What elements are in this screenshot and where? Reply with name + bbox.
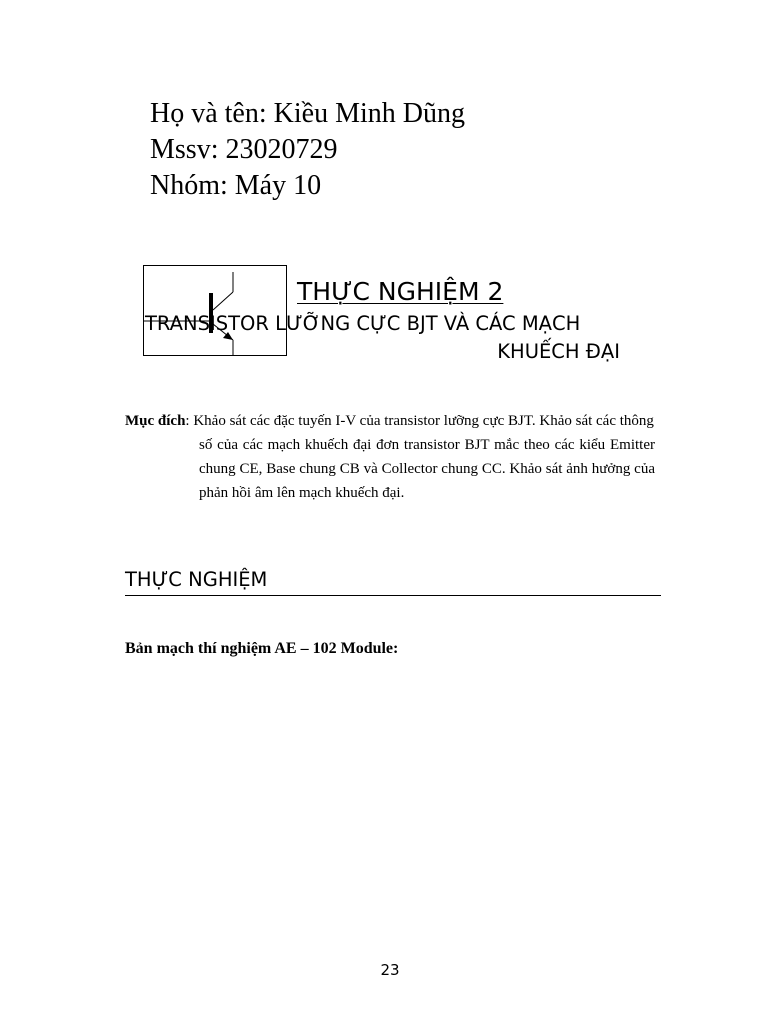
board-label: Bản mạch thí nghiệm AE – 102 Module: xyxy=(125,640,399,657)
purpose-text-rest: số của các mạch khuếch đại đơn transistor BJT mắc theo các kiểu Emitter chung CE, Base chung CB và Collector chung CC. Khảo sát ảnh hưởng của phản hồi âm lên mạch khuếch đại. xyxy=(199,437,655,501)
experiment-subtitle-line2: KHUẾCH ĐẠI xyxy=(497,340,620,363)
purpose-first-line xyxy=(125,409,655,433)
student-id: Mssv: 23020729 xyxy=(150,134,338,165)
experiment-subtitle-line1: TRANSISTOR LƯỠNG CỰC BJT VÀ CÁC MẠCH xyxy=(145,312,581,335)
purpose-text-first: Khảo sát các đặc tuyến I-V của transistor lưỡng cực BJT. Khảo sát các thông xyxy=(193,413,654,429)
section-heading: THỰC NGHIỆM xyxy=(125,566,661,596)
experiment-title: THỰC NGHIỆM 2 xyxy=(297,277,504,306)
student-name: Họ và tên: Kiều Minh Dũng xyxy=(150,98,465,129)
page-number: 23 xyxy=(380,961,400,979)
purpose-separator: : xyxy=(185,413,194,429)
student-info xyxy=(150,96,465,204)
purpose-paragraph xyxy=(125,409,655,505)
purpose-label: Mục đích xyxy=(125,413,186,429)
student-group: Nhóm: Máy 10 xyxy=(150,170,322,201)
